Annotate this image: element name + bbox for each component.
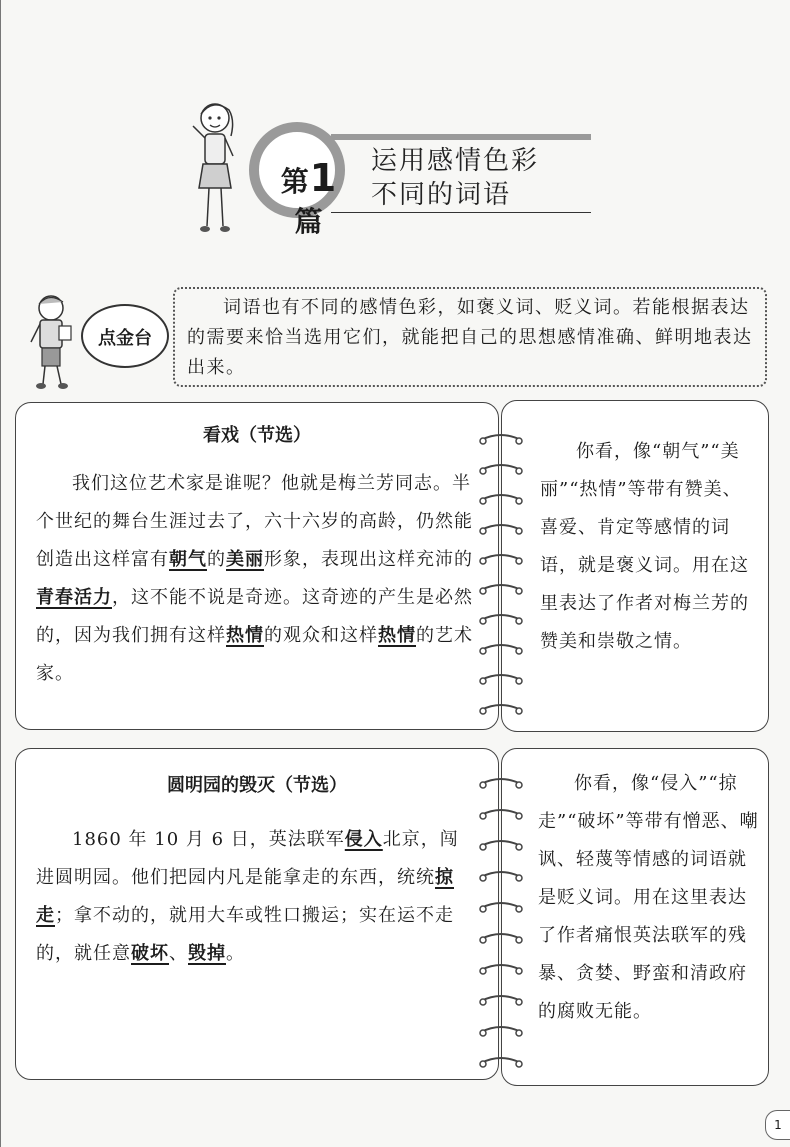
tip-text: 词语也有不同的感情色彩，如褒义词、贬义词。若能根据表达的需要来恰当选用它们，就能把自己的思想感情准确、鲜明地表达出来。: [187, 297, 753, 378]
chapter-number: 第1篇: [280, 156, 338, 238]
chapter-heading-line1: 运用感情色彩: [371, 146, 540, 176]
chapter-badge: [249, 122, 345, 238]
keyword: 热情: [226, 625, 264, 646]
passage-body-1: [36, 465, 476, 693]
spiral-ring: [477, 642, 525, 658]
chapter-title: [249, 122, 609, 238]
note-card-2: [501, 748, 769, 1086]
boy-illustration: [25, 292, 81, 390]
spiral-ring: [477, 702, 525, 718]
passage-segment: 。: [226, 943, 245, 964]
note-text-2: 你看，像“侵入”“掠走”“破坏”等带有憎恶、嘲讽、轻蔑等情感的词语就是贬义词。用在这里表达了作者痛恨英法联军的残暴、贪婪、野蛮和清政府的腐败无能。: [538, 773, 759, 1022]
spiral-ring: [477, 838, 525, 854]
spiral-ring: [477, 900, 525, 916]
spiral-binding-2: [477, 776, 525, 1076]
spiral-ring: [477, 492, 525, 508]
passage-segment: 的观众和这样: [264, 625, 378, 646]
keyword: 青春活力: [36, 587, 112, 608]
spiral-ring: [477, 869, 525, 885]
passage-text-2: [36, 821, 476, 973]
keyword: 毁掉: [188, 943, 226, 964]
spiral-ring: [477, 582, 525, 598]
keyword: 掠走: [36, 867, 454, 926]
passage-segment: ，这不能不说是奇迹。这奇迹的产生是必然的，因为我们拥有这样: [36, 587, 473, 646]
girl-illustration: [183, 96, 243, 236]
tip-label: 点金台: [98, 328, 152, 349]
spiral-ring: [477, 807, 525, 823]
passage-segment: ；拿不动的，就用大车或牲口搬运；实在运不走的，就任意: [36, 905, 454, 964]
keyword: 侵入: [344, 829, 383, 850]
passage-card-1: [15, 402, 499, 730]
spiral-ring: [477, 552, 525, 568]
tip-bubble: [81, 304, 169, 368]
chapter-heading: [371, 144, 539, 212]
spiral-ring: [477, 432, 525, 448]
passage-body-2: [36, 821, 476, 973]
passage-segment: 的艺术家。: [36, 625, 473, 684]
title-bar-top: [331, 134, 591, 140]
page-number: 1: [765, 1110, 790, 1140]
note-body-2: [538, 765, 760, 1031]
keyword: 朝气: [169, 549, 207, 570]
passage-text-1: [36, 465, 476, 693]
spiral-ring: [477, 776, 525, 792]
chapter-heading-line2: 不同的词语: [371, 180, 512, 210]
passage-title-2: 圆明园的毁灭（节选）: [167, 775, 347, 796]
passage-card-2: [15, 748, 499, 1080]
spiral-binding-1: [477, 432, 525, 722]
keyword: 美丽: [226, 549, 264, 570]
passage-segment: 1860 年 10 月 6 日，英法联军: [72, 829, 345, 850]
spiral-ring: [477, 612, 525, 628]
tip-box: [173, 287, 767, 387]
passage-segment: 形象，表现出这样充沛的: [264, 549, 473, 570]
keyword: 破坏: [131, 943, 169, 964]
spiral-ring: [477, 522, 525, 538]
passage-segment: 的: [207, 549, 226, 570]
note-body-1: [540, 433, 758, 661]
passage-segment: 我们这位艺术家是谁呢？他就是梅兰芳同志。半个世纪的舞台生涯过去了，六十六岁的高龄，仍然能创造出这样富有: [36, 473, 473, 570]
spiral-ring: [477, 1055, 525, 1071]
spiral-ring: [477, 672, 525, 688]
note-card-1: [501, 400, 769, 732]
note-text-1: 你看，像“朝气”“美丽”“热情”等带有赞美、喜爱、肯定等感情的词语，就是褒义词。用在这里表达了作者对梅兰芳的赞美和崇敬之情。: [540, 441, 749, 652]
title-rule-bottom: [331, 212, 591, 213]
passage-segment: 、: [169, 943, 188, 964]
passage-title-1: 看戏（节选）: [203, 425, 311, 446]
spiral-ring: [477, 931, 525, 947]
keyword: 热情: [378, 625, 416, 646]
spiral-ring: [477, 1024, 525, 1040]
spiral-ring: [477, 962, 525, 978]
spiral-ring: [477, 993, 525, 1009]
spiral-ring: [477, 462, 525, 478]
passage-segment: 北京，闯进圆明园。他们把园内凡是能拿走的东西，统统: [36, 829, 459, 888]
